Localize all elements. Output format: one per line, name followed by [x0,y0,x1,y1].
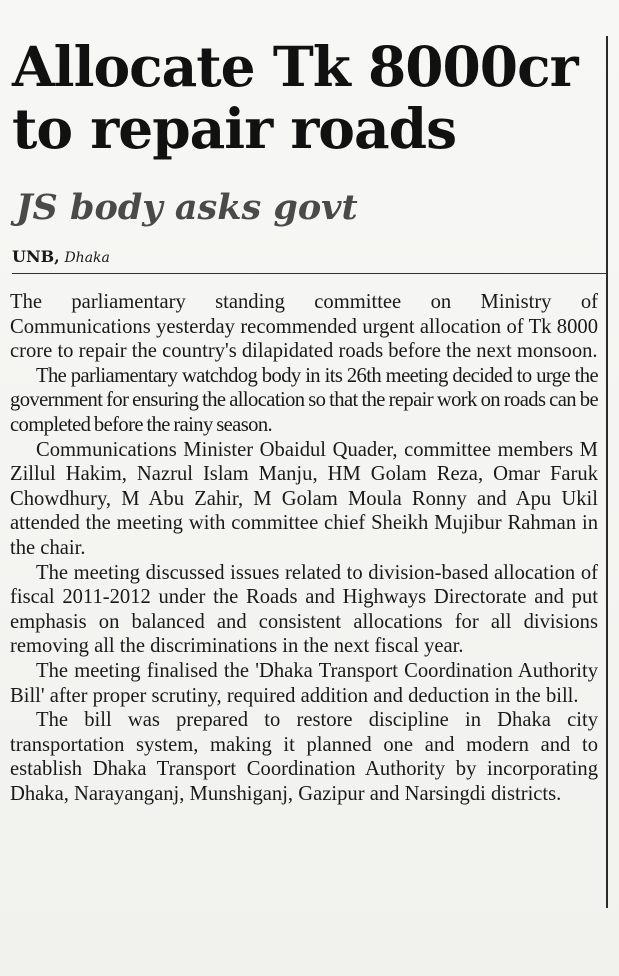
paragraph: The parliamentary standing committee on Ministry of Communications yesterday recommended urgent allocation of Tk 8000 crore to repair the country's dilapidated roads before the next monsoon. [10,291,598,363]
headline: Allocate Tk 8000cr to repair roads [12,34,578,161]
byline [12,247,110,268]
paragraph: The parliamentary watchdog body in its 26th meeting decided to urge the government for ensuring the allocation so that the repair work on roads can be completed before the rainy season. [10,364,598,436]
byline-divider [12,273,607,274]
subhead: JS body asks govt [16,187,358,228]
paragraph: The bill was prepared to restore discipline in Dhaka city transportation system, making it planned one and modern and to establish Dhaka Transport Coordination Authority by incorporating Dhaka, Narayanganj, Munshiganj, Gazipur and Narsingdi districts. [10,709,598,805]
column-rule [606,36,608,908]
article-body [10,290,598,806]
byline-place: Dhaka [64,250,110,266]
paragraph: Communications Minister Obaidul Quader, committee members M Zillul Hakim, Nazrul Islam Manju, HM Golam Reza, Omar Faruk Chowdhury, M Abu Zahir, M Golam Moula Ronny and Apu Ukil attended the meeting with committee chief Sheikh Mujibur Rahman in the chair. [10,438,598,559]
byline-agency: UNB, [12,247,60,266]
paragraph: The meeting discussed issues related to division-based allocation of fiscal 2011-2012 under the Roads and Highways Directorate and put emphasis on balanced and consistent allocations for all divisions removing all the discriminations in the next fiscal year. [10,561,598,658]
paragraph: The meeting finalised the 'Dhaka Transport Coordination Authority Bill' after proper scrutiny, required addition and deduction in the bill. [10,659,598,707]
